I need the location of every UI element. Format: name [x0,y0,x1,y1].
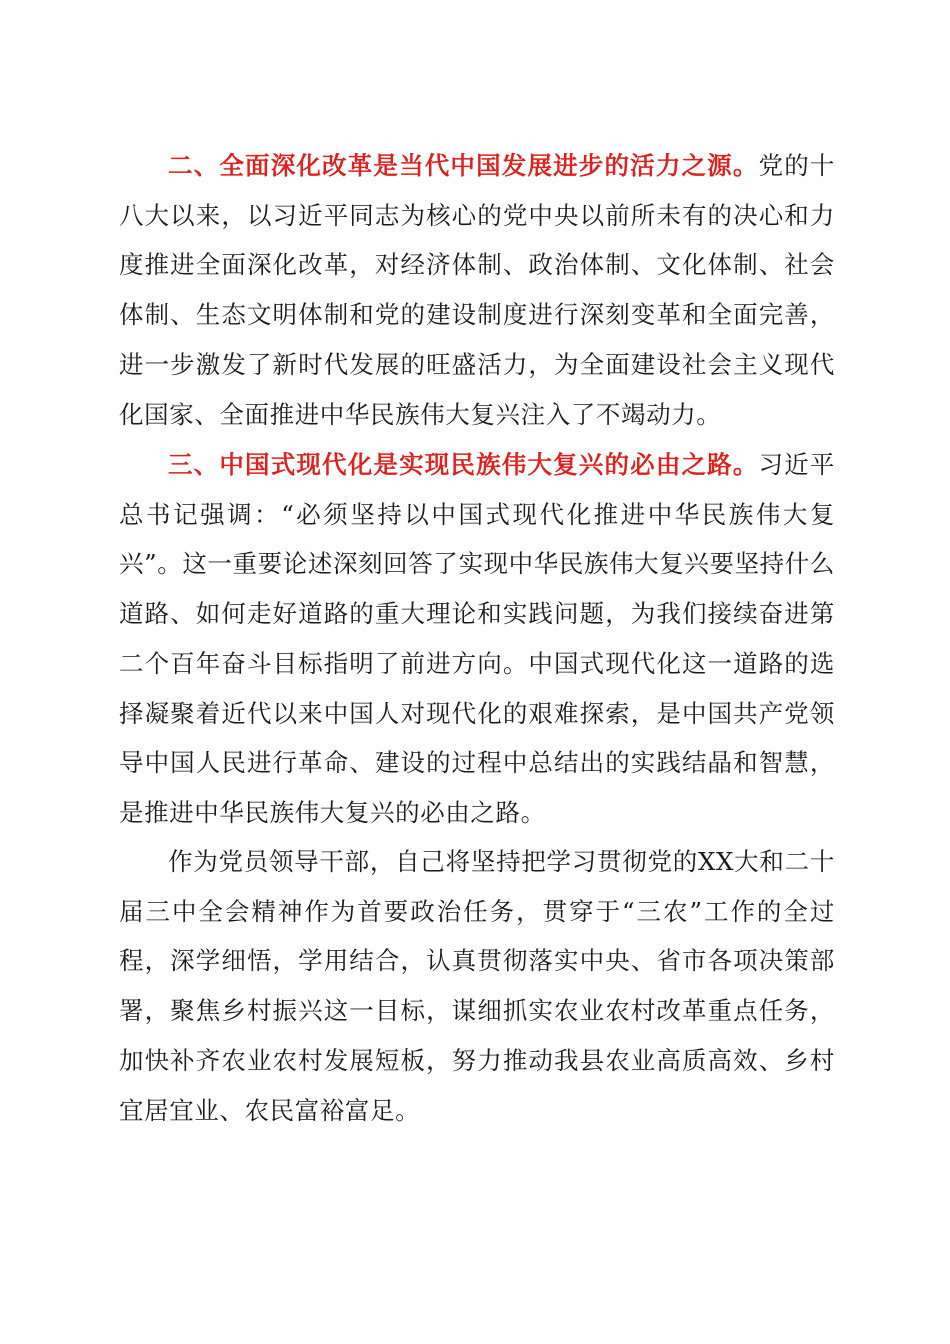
paragraph-lead-heading: 三、中国式现代化是实现民族伟大复兴的必由之路。 [168,450,759,479]
paragraph-reform [119,141,835,439]
paragraph-body-text: 党的十八大以来，以习近平同志为核心的党中央以前所未有的决心和力度推进全面深化改革，对经济体制、政治体制、文化体制、社会体制、生态文明体制和党的建设制度进行深刻变革和全面完善，进一步激发了新时代发展的旺盛活力，为全面建设社会主义现代化国家、全面推进中华民族伟大复兴注入了不竭动力。 [119,151,835,429]
paragraph-lead-heading: 二、全面深化改革是当代中国发展进步的活力之源。 [168,151,759,180]
paragraph-modernization [119,440,835,838]
paragraph-body-text: 习近平总书记强调：“必须坚持以中国式现代化推进中华民族伟大复兴”。这一重要论述深刻回答了实现中华民族伟大复兴要坚持什么道路、如何走好道路的重大理论和实践问题，为我们接续奋进第二个百年奋斗目标指明了前进方向。中国式现代化这一道路的选择凝聚着近代以来中国人对现代化的艰难探索，是中国共产党领导中国人民进行革命、建设的过程中总结出的实践结晶和智慧，是推进中华民族伟大复兴的必由之路。 [119,450,835,827]
paragraph-commitment [119,837,835,1135]
paragraph-body-text: 作为党员领导干部，自己将坚持把学习贯彻党的XX大和二十届三中全会精神作为首要政治任务，贯穿于“三农”工作的全过程，深学细悟，学用结合，认真贯彻落实中央、省市各项决策部署，聚焦乡村振兴这一目标，谋细抓实农业农村改革重点任务，加快补齐农业农村发展短板，努力推动我县农业高质高效、乡村宜居宜业、农民富裕富足。 [119,847,835,1125]
